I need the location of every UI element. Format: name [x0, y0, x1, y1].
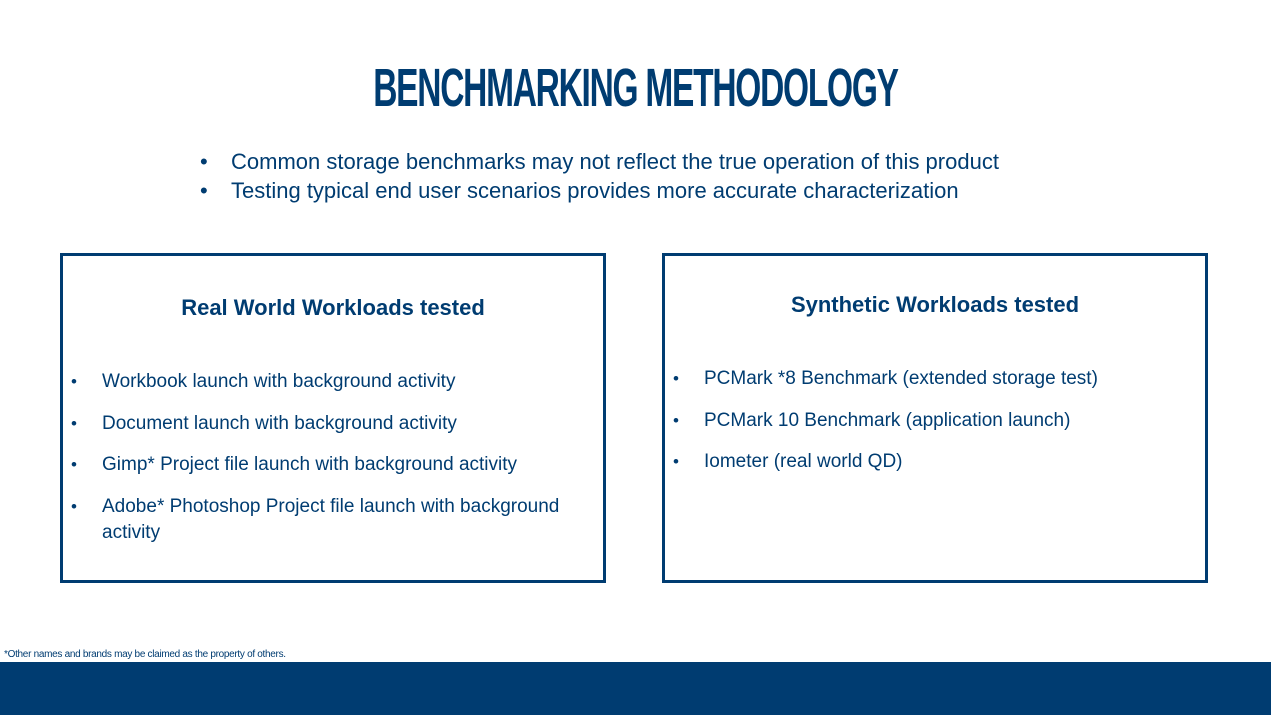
synthetic-workloads-list [673, 366, 1189, 491]
synthetic-workloads-panel [662, 253, 1208, 583]
workload-item: • Iometer (real world QD) [673, 449, 1189, 475]
footer-band [0, 662, 1271, 715]
real-world-workloads-heading: Real World Workloads tested [181, 295, 485, 320]
real-world-workloads-list [71, 369, 587, 561]
workload-item: • Gimp* Project file launch with background activity [71, 452, 587, 478]
workload-item: • Adobe* Photoshop Project file launch with background activity [71, 494, 587, 546]
synthetic-workloads-heading: Synthetic Workloads tested [790, 292, 1080, 317]
slide-title: BENCHMARKING METHODOLOGY [373, 58, 898, 118]
workload-item: • PCMark 10 Benchmark (application launch) [673, 408, 1189, 434]
workload-item: • Document launch with background activity [71, 411, 587, 437]
intro-bullet: • Common storage benchmarks may not reflect the true operation of this product [200, 147, 999, 176]
workload-item: • PCMark *8 Benchmark (extended storage test) [673, 366, 1189, 392]
intro-bullet-list [200, 147, 999, 205]
footnote: *Other names and brands may be claimed as the property of others. [4, 649, 286, 660]
intro-bullet: • Testing typical end user scenarios provides more accurate characterization [200, 176, 999, 205]
real-world-workloads-panel [60, 253, 606, 583]
workload-item: • Workbook launch with background activity [71, 369, 587, 395]
